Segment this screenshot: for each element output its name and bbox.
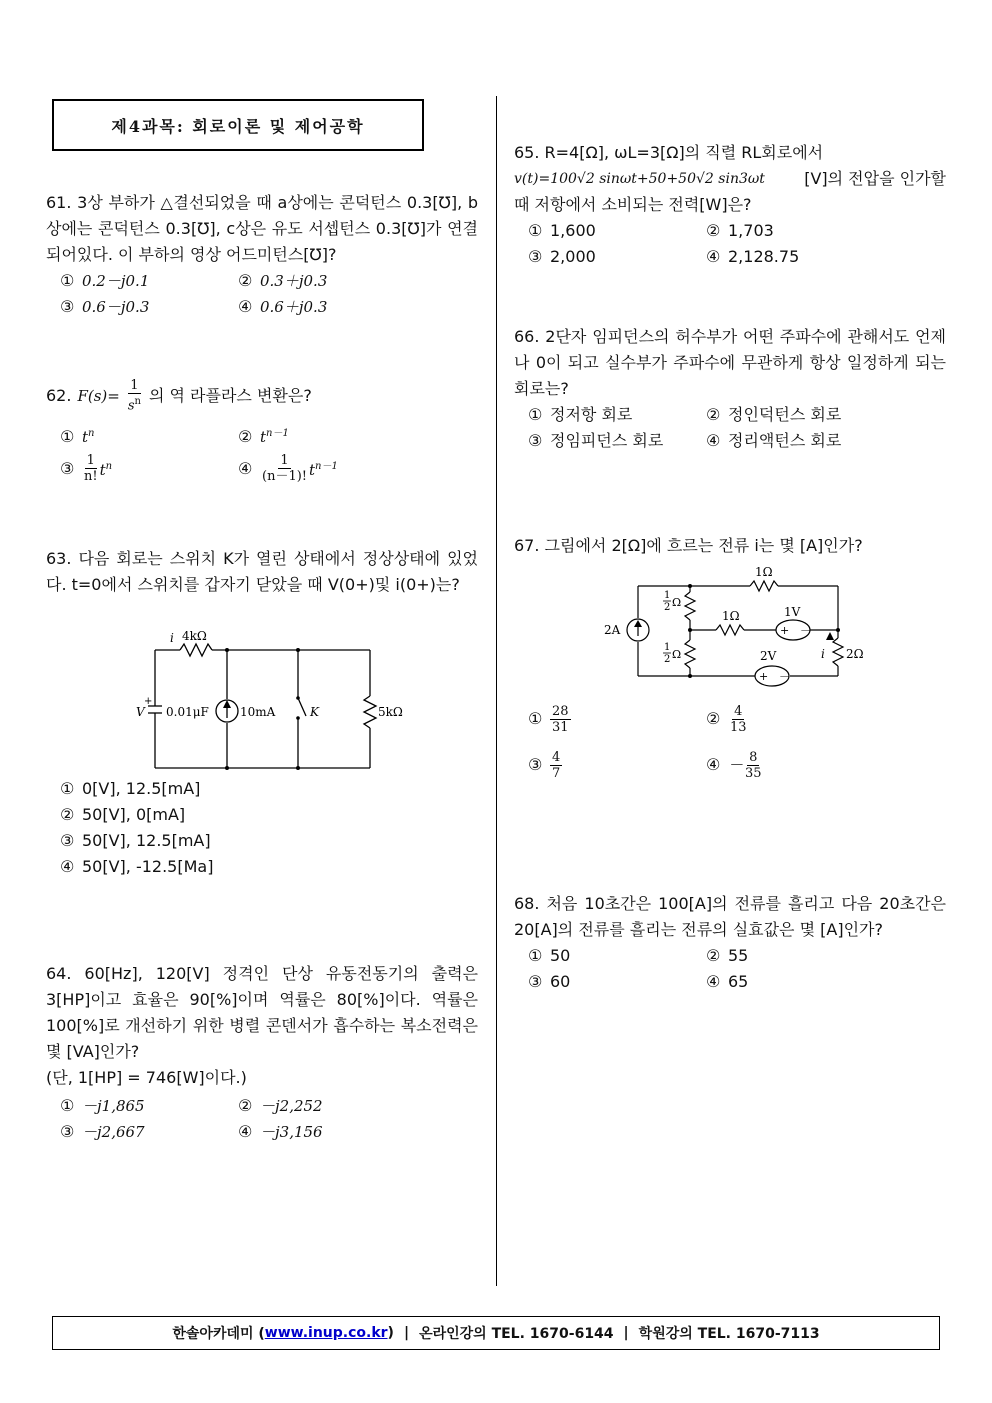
footer-sep-1: | (403, 1325, 410, 1341)
footer-academy: 한솔아카데미 ( (172, 1326, 265, 1342)
footer-after-url: ) (387, 1325, 394, 1341)
q65-option-1[interactable]: ① 1,600 (528, 221, 596, 240)
q65-option-3[interactable]: ③ 2,000 (528, 247, 596, 266)
q67-circuit-diagram (600, 562, 880, 688)
q64-option-3[interactable]: ③ －j2,667 (60, 1122, 145, 1141)
q68-option-4[interactable]: ④ 65 (706, 972, 749, 991)
q67-option-1[interactable]: ① $\frac{28}{31}$ (528, 703, 569, 735)
q67-v1-plus: + (780, 624, 790, 637)
question-66-stem: 66. 2단자 임피던스의 허수부가 어떤 주파수에 관해서도 언제나 0이 되고 실수부가 주파수에 무관하게 항상 일정하게 되는 회로는? (514, 327, 946, 398)
q63-r1-label: 4kΩ (182, 629, 207, 643)
question-62-options (60, 421, 478, 484)
question-64-stem: 64. 60[Hz], 120[V] 정격인 단상 유동전동기의 출력은 3[HP]이고 효율은 90[%]이며 역률은 80[%]이다. 역률은 100[%]로 개선하기 위한 병렬 콘덴서가 흡수하는 복소전력은 몇 [VA]인가? (46, 964, 478, 1061)
question-64-note: (단, 1[HP] = 746[W]이다.) (46, 1068, 247, 1087)
question-66 (514, 324, 946, 454)
question-61-stem: 61. 3상 부하가 △결선되었을 때 a상에는 콘덕턴스 0.3[℧], b상에는 콘덕턴스 0.3[℧], c상은 유도 서셉턴스 0.3[℧]가 연결되어있다. 이 부하의 영상 어드미턴스[℧]? (46, 193, 478, 264)
q61-option-3[interactable]: ③ 0.6－j0.3 (60, 297, 150, 316)
question-63 (46, 546, 478, 598)
subject-title-box (52, 99, 424, 151)
q67-half2-num: 1 (664, 642, 671, 653)
question-61 (46, 190, 478, 320)
q64-option-2[interactable]: ② －j2,252 (238, 1096, 323, 1115)
q66-option-4[interactable]: ④ 정리액턴스 회로 (706, 431, 842, 450)
q67-half1-ohm: Ω (672, 596, 682, 609)
question-67-options (528, 696, 946, 788)
q62-option-1[interactable]: ① $t^n$ (60, 427, 95, 447)
q62-option-3[interactable]: ③ $\frac{1}{n!}$ $t^n$ (60, 453, 113, 485)
question-68 (514, 891, 946, 995)
q63-v-label: V (136, 705, 145, 719)
q67-option-4[interactable]: ④ － $\frac{8}{35}$ (706, 749, 762, 781)
question-64 (46, 961, 478, 1145)
q65-option-2[interactable]: ② 1,703 (706, 221, 774, 240)
q63-plus: + (144, 696, 153, 707)
q63-option-2[interactable]: ② 50[V], 0[mA] (60, 805, 186, 824)
q67-option-2[interactable]: ② $\frac{4}{13}$ (706, 703, 747, 735)
q62-fraction: $\frac{1}{s^n}$ (127, 378, 141, 414)
q67-v2-label: 2V (760, 649, 777, 663)
question-65-line1: 65. R=4[Ω], ωL=3[Ω]의 직렬 RL회로에서 (514, 143, 824, 162)
q67-option-3[interactable]: ③ $\frac{4}{7}$ (528, 749, 561, 781)
q63-circuit-diagram (130, 626, 420, 776)
question-65-line2: v(t)=100√2 sinωt+50+50√2 sin3ωt [V]의 전압을 인가할 (514, 169, 946, 188)
question-65-line3: 때 저항에서 소비되는 전력[W]은? (514, 195, 752, 214)
question-62 (46, 378, 478, 484)
q61-option-1[interactable]: ① 0.2－j0.1 (60, 271, 150, 290)
footer-bar (52, 1316, 940, 1350)
question-67 (514, 533, 946, 559)
q65-option-4[interactable]: ④ 2,128.75 (706, 247, 800, 266)
q67-cs-label: 2A (604, 623, 621, 637)
question-67-stem: 67. 그림에서 2[Ω]에 흐르는 전류 i는 몇 [A]인가? (514, 536, 863, 555)
question-63-options-wrap (46, 776, 478, 880)
q67-half1-den: 2 (664, 602, 671, 613)
q63-i-label: i (170, 631, 174, 645)
question-63-options (60, 776, 478, 880)
question-68-stem: 68. 처음 10초간은 100[A]의 전류를 흘리고 다음 20초간은 20[A]의 전류를 흘리는 전류의 실효값은 몇 [A]인가? (514, 894, 946, 939)
q61-option-2[interactable]: ② 0.3＋j0.3 (238, 271, 328, 290)
q62-option-4[interactable]: ④ $\frac{1}{(n-1)!}$ $t^{n-1}$ (238, 453, 338, 485)
question-62-stem: 62. F(s)= $\frac{1}{s^n}$ 의 역 라플라스 변환은? (46, 378, 312, 414)
q67-half1-num: 1 (664, 590, 671, 601)
question-61-options (60, 268, 478, 320)
footer-online: 온라인강의 TEL. 1670-6144 (419, 1326, 614, 1342)
question-64-options (60, 1093, 478, 1145)
question-65-options (528, 218, 946, 270)
q67-v2-minus: － (779, 670, 790, 683)
q67-i-label: i (821, 647, 825, 661)
q67-r2-label: 2Ω (846, 647, 864, 661)
q63-c-label: 0.01μF (166, 705, 209, 719)
q67-half2-den: 2 (664, 654, 671, 665)
q67-top-r: 1Ω (755, 565, 773, 579)
q67-v2-plus: + (759, 670, 769, 683)
q63-k-label: K (310, 705, 319, 719)
subject-title: 제4과목: 회로이론 및 제어공학 (111, 116, 365, 136)
q67-mid-r: 1Ω (722, 609, 740, 623)
q66-option-2[interactable]: ② 정인덕턴스 회로 (706, 405, 842, 424)
question-63-stem: 63. 다음 회로는 스위치 K가 열린 상태에서 정상상태에 있었다. t=0에서 스위치를 갑자기 닫았을 때 V(0+)및 i(0+)는? (46, 549, 478, 594)
q68-option-2[interactable]: ② 55 (706, 946, 749, 965)
column-divider (496, 96, 497, 1286)
q68-option-1[interactable]: ① 50 (528, 946, 571, 965)
q67-half2-ohm: Ω (672, 648, 682, 661)
question-66-options (528, 402, 946, 454)
q63-option-4[interactable]: ④ 50[V], -12.5[Ma] (60, 857, 214, 876)
question-65 (514, 140, 946, 270)
q66-option-3[interactable]: ③ 정임피던스 회로 (528, 431, 664, 450)
q61-option-4[interactable]: ④ 0.6＋j0.3 (238, 297, 328, 316)
q64-option-4[interactable]: ④ －j3,156 (238, 1122, 323, 1141)
q66-option-1[interactable]: ① 정저항 회로 (528, 405, 633, 424)
q68-option-3[interactable]: ③ 60 (528, 972, 571, 991)
question-68-options (528, 943, 946, 995)
footer-offline: 학원강의 TEL. 1670-7113 (638, 1326, 820, 1342)
q67-v1-minus: － (800, 624, 811, 637)
q63-option-3[interactable]: ③ 50[V], 12.5[mA] (60, 831, 211, 850)
q63-r2-label: 5kΩ (378, 705, 403, 719)
question-67-options-wrap (514, 696, 946, 788)
q67-v1-label: 1V (784, 605, 801, 619)
q64-option-1[interactable]: ① －j1,865 (60, 1096, 145, 1115)
q63-cs-label: 10mA (240, 705, 276, 719)
footer-url-link[interactable]: www.inup.co.kr (264, 1325, 388, 1341)
q63-option-1[interactable]: ① 0[V], 12.5[mA] (60, 779, 201, 798)
footer-sep-2: | (623, 1325, 629, 1341)
q62-option-2[interactable]: ② $t^{n-1}$ (238, 427, 289, 447)
